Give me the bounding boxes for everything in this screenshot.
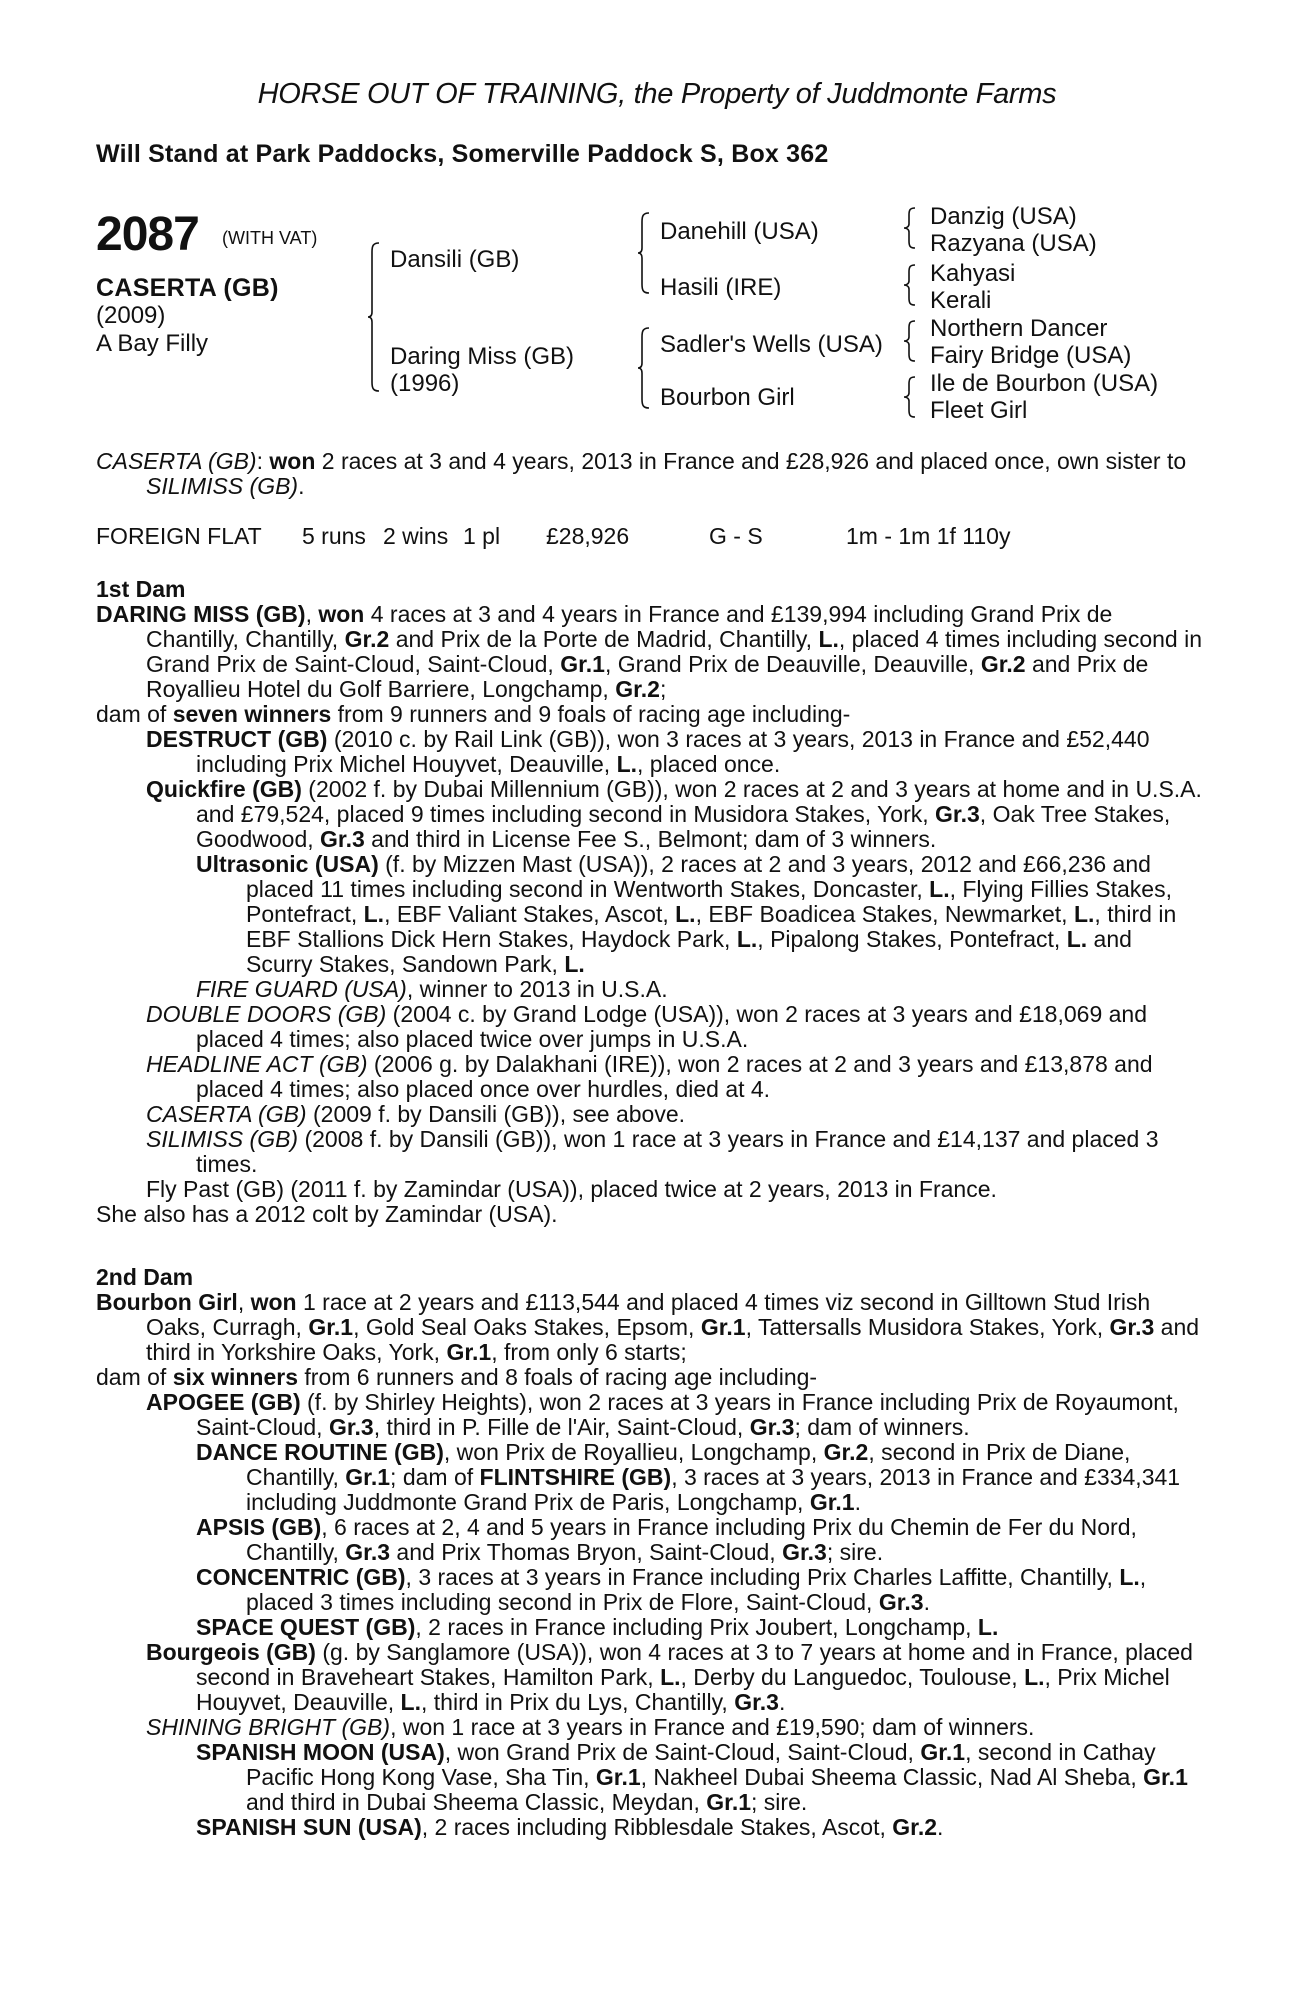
- pedigree-bracket-ss: [904, 207, 916, 249]
- pedigree-bracket-ds: [904, 320, 916, 362]
- pedigree-bracket-main: [368, 242, 380, 392]
- pedigree-dam-year: (1996): [390, 370, 460, 397]
- produce-caserta: CASERTA (GB) (2009 f. by Dansili (GB)), see above.: [146, 1101, 685, 1127]
- produce-apsis: APSIS (GB), 6 races at 2, 4 and 5 years in France including Prix du Chemin de Fer du Nord, Chantilly, Gr.3 and Prix Thomas Bryon, Saint-Cloud, Gr.3; sire.: [196, 1514, 1137, 1565]
- produce-shining-bright: SHINING BRIGHT (GB), won 1 race at 3 years in France and £19,590; dam of winners.: [146, 1714, 1035, 1740]
- pedigree-sdd: Kerali: [930, 287, 992, 314]
- pedigree-bracket-sd: [904, 264, 916, 306]
- produce-colt-note: She also has a 2012 colt by Zamindar (USA).: [96, 1201, 558, 1227]
- pedigree-ddd: Fleet Girl: [930, 397, 1028, 424]
- ff-placed: 1 pl: [463, 523, 501, 549]
- produce-quickfire: Quickfire (GB) (2002 f. by Dubai Millennium (GB)), won 2 races at 2 and 3 years at home and in U.S.A. and £79,524, placed 9 times including second in Musidora Stakes, York, Gr.3, Oak Tree Stakes, Goodwood, Gr.3 and third in License Fee S., Belmont; dam of 3 winners.: [146, 776, 1202, 852]
- produce-spanish-sun: SPANISH SUN (USA), 2 races including Ribblesdale Stakes, Ascot, Gr.2.: [196, 1814, 944, 1840]
- first-dam-record: DARING MISS (GB), won 4 races at 3 and 4 years in France and £139,994 including Grand Prix de Chantilly, Chantilly, Gr.2 and Prix de la Porte de Madrid, Chantilly, L., placed 4 times including second in Grand Prix de Saint-Cloud, Saint-Cloud, Gr.1, Grand Prix de Deauville, Deauville, Gr.2 and Prix de Royallieu Hotel du Golf Barriere, Longchamp, Gr.2;: [96, 601, 1203, 702]
- second-dam-section: [96, 1265, 1202, 1840]
- produce-concentric: CONCENTRIC (GB), 3 races at 3 years in France including Prix Charles Laffitte, Chantilly, L., placed 3 times including second in Prix de Flore, Saint-Cloud, Gr.3.: [196, 1564, 1147, 1615]
- second-dam-produce-intro: dam of six winners from 6 runners and 8 foals of racing age including-: [96, 1364, 818, 1390]
- produce-fly-past: Fly Past (GB) (2011 f. by Zamindar (USA)), placed twice at 2 years, 2013 in France.: [146, 1176, 997, 1202]
- ff-label: FOREIGN FLAT: [96, 523, 262, 549]
- second-dam-record: Bourbon Girl, won 1 race at 2 years and £113,544 and placed 4 times viz second in Gilltown Stud Irish Oaks, Curragh, Gr.1, Gold Seal Oaks Stakes, Epsom, Gr.1, Tattersalls Musidora Stakes, York, Gr.3 and third in Yorkshire Oaks, York, Gr.1, from only 6 starts;: [96, 1289, 1200, 1365]
- ff-runs: 5 runs: [302, 523, 366, 549]
- ff-going: G - S: [709, 523, 763, 549]
- pedigree-sire-dam: Hasili (IRE): [660, 274, 782, 301]
- pedigree-bracket-dd: [904, 376, 916, 418]
- horse-description: A Bay Filly: [96, 330, 209, 357]
- vat-note: (WITH VAT): [222, 228, 318, 248]
- pedigree-sds: Kahyasi: [930, 260, 1016, 287]
- ff-wins: 2 wins: [383, 523, 449, 549]
- produce-bourgeois: Bourgeois (GB) (g. by Sanglamore (USA)), won 4 races at 3 to 7 years at home and in France, placed second in Braveheart Stakes, Hamilton Park, L., Derby du Languedoc, Toulouse, L., Prix Michel Houyvet, Deauville, L., third in Prix du Lys, Chantilly, Gr.3.: [146, 1639, 1193, 1715]
- page-header: HORSE OUT OF TRAINING, the Property of Juddmonte Farms: [257, 78, 1057, 110]
- first-dam-produce-intro: dam of seven winners from 9 runners and 9 foals of racing age including-: [96, 701, 851, 727]
- pedigree-dam-sire: Sadler's Wells (USA): [660, 331, 883, 358]
- race-summary: CASERTA (GB): won 2 races at 3 and 4 years, 2013 in France and £28,926 and placed once, own sister to SILIMISS (GB).: [96, 448, 1187, 499]
- produce-space-quest: SPACE QUEST (GB), 2 races in France including Prix Joubert, Longchamp, L.: [196, 1614, 999, 1640]
- pedigree-ssd: Razyana (USA): [930, 230, 1097, 257]
- produce-silimiss: SILIMISS (GB) (2008 f. by Dansili (GB)), won 1 race at 3 years in France and £14,137 and placed 3 times.: [146, 1126, 1159, 1177]
- produce-destruct: DESTRUCT (GB) (2010 c. by Rail Link (GB)), won 3 races at 3 years, 2013 in France and £52,440 including Prix Michel Houyvet, Deauville, L., placed once.: [146, 726, 1150, 777]
- first-dam-section: [96, 577, 1202, 1227]
- stand-location: Will Stand at Park Paddocks, Somerville Paddock S, Box 362: [96, 140, 829, 168]
- horse-year: (2009): [96, 302, 166, 329]
- pedigree-sire: Dansili (GB): [390, 246, 520, 273]
- produce-ultrasonic: Ultrasonic (USA) (f. by Mizzen Mast (USA)), 2 races at 2 and 3 years, 2012 and £66,236 and placed 11 times including second in Wentworth Stakes, Doncaster, L., Flying Fillies Stakes, Pontefract, L., EBF Valiant Stakes, Ascot, L., EBF Boadicea Stakes, Newmarket, L., third in EBF Stallions Dick Hern Stakes, Haydock Park, L., Pipalong Stakes, Pontefract, L. and Scurry Stakes, Sandown Park, L.: [196, 851, 1177, 977]
- ff-earnings: £28,926: [546, 523, 630, 549]
- pedigree-dam: Daring Miss (GB): [390, 343, 575, 370]
- first-dam-heading: 1st Dam: [96, 576, 186, 602]
- pedigree-sire-sire: Danehill (USA): [660, 218, 819, 245]
- pedigree-dds: Ile de Bourbon (USA): [930, 370, 1159, 397]
- pedigree-bracket-sire: [638, 212, 650, 294]
- produce-double-doors: DOUBLE DOORS (GB) (2004 c. by Grand Lodge (USA)), won 2 races at 3 years and £18,069 and placed 4 times; also placed twice over jumps in U.S.A.: [146, 1001, 1147, 1052]
- produce-dance-routine: DANCE ROUTINE (GB), won Prix de Royallieu, Longchamp, Gr.2, second in Prix de Diane, Chantilly, Gr.1; dam of FLINTSHIRE (GB), 3 races at 3 years, 2013 in France and £334,341 including Juddmonte Grand Prix de Paris, Longchamp, Gr.1.: [196, 1439, 1181, 1515]
- pedigree-dss: Northern Dancer: [930, 315, 1108, 342]
- pedigree-bracket-dam: [638, 327, 650, 409]
- produce-headline-act: HEADLINE ACT (GB) (2006 g. by Dalakhani (IRE)), won 2 races at 2 and 3 years and £13,878 and placed 4 times; also placed once over hurdles, died at 4.: [146, 1051, 1153, 1102]
- pedigree-sss: Danzig (USA): [930, 203, 1077, 230]
- produce-fire-guard: FIRE GUARD (USA), winner to 2013 in U.S.A.: [196, 976, 668, 1002]
- pedigree-dam-dam: Bourbon Girl: [660, 384, 795, 411]
- produce-apogee: APOGEE (GB) (f. by Shirley Heights), won 2 races at 3 years in France including Prix de Royaumont, Saint-Cloud, Gr.3, third in P. Fille de l'Air, Saint-Cloud, Gr.3; dam of winners.: [146, 1389, 1179, 1440]
- ff-distance: 1m - 1m 1f 110y: [846, 523, 1011, 549]
- second-dam-heading: 2nd Dam: [96, 1264, 194, 1290]
- produce-spanish-moon: SPANISH MOON (USA), won Grand Prix de Saint-Cloud, Saint-Cloud, Gr.1, second in Cathay Pacific Hong Kong Vase, Sha Tin, Gr.1, Nakheel Dubai Sheema Classic, Nad Al Sheba, Gr.1 and third in Dubai Sheema Classic, Meydan, Gr.1; sire.: [196, 1739, 1188, 1815]
- horse-name: CASERTA (GB): [96, 274, 279, 302]
- pedigree-dsd: Fairy Bridge (USA): [930, 342, 1132, 369]
- lot-number: 2087: [96, 208, 199, 261]
